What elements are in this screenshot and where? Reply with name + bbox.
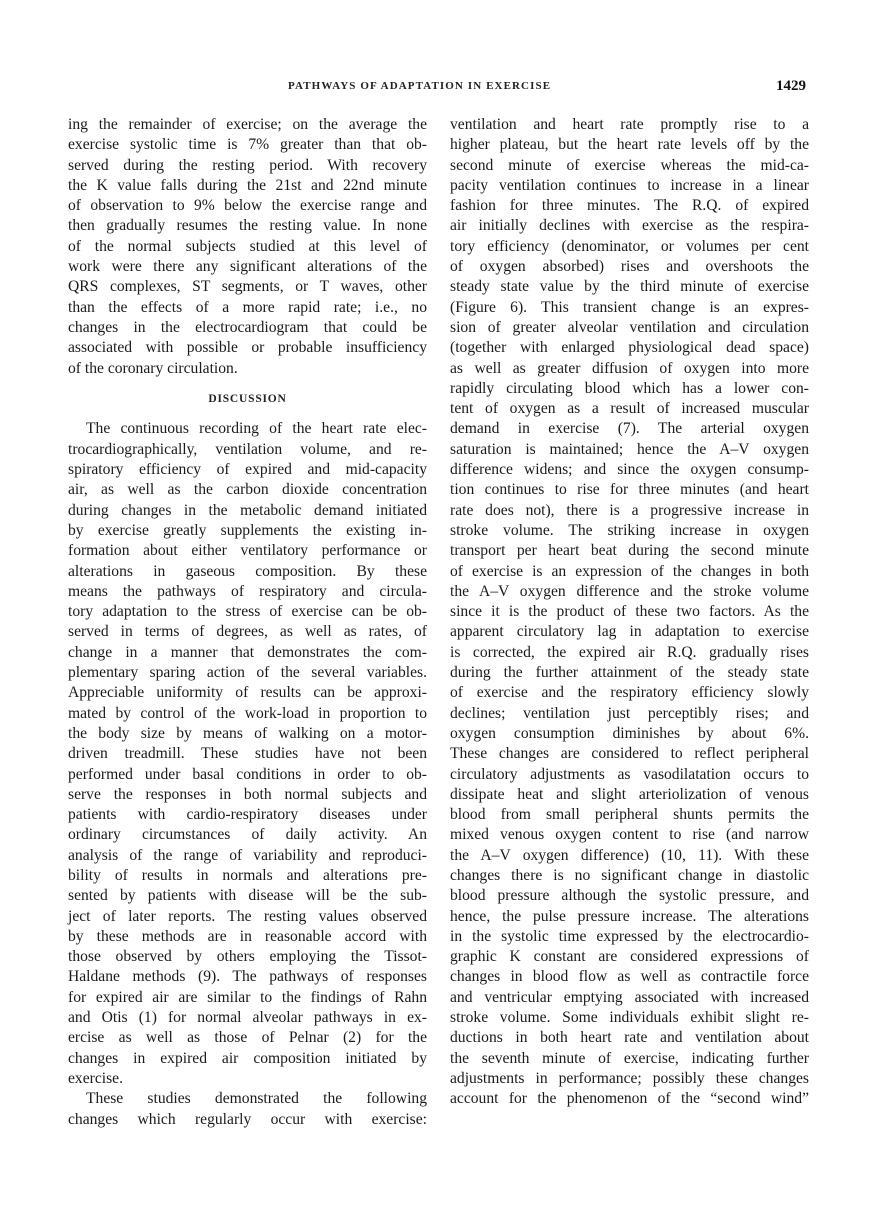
paragraph-ecg-results — [68, 115, 427, 379]
text-line: graphic K constant are considered expressions of — [450, 948, 809, 966]
text-line: during changes in the metabolic demand initiated — [68, 501, 427, 519]
text-line: ercise as well as those of Pelnar (2) for the — [68, 1029, 427, 1047]
text-line: in the systolic time expressed by the electrocardio- — [450, 927, 809, 945]
text-line: is corrected, the expired air R.Q. gradually rises — [450, 643, 809, 661]
page-number: 1429 — [776, 78, 806, 94]
text-line: tent of oxygen as a result of increased muscular — [450, 400, 809, 418]
paragraph-continued — [450, 115, 809, 1110]
text-line: air initially declines with exercise as the respira- — [450, 217, 809, 235]
text-line: driven treadmill. These studies have not been — [68, 745, 427, 763]
text-line: changes which regularly occur with exercise: — [68, 1110, 427, 1128]
text-line: means the pathways of respiratory and circula- — [68, 582, 427, 600]
text-line: mixed venous oxygen content to rise (and narrow — [450, 826, 809, 844]
text-line: since it is the product of these two factors. As the — [450, 603, 809, 621]
text-line: changes in expired air composition initiated by — [68, 1049, 427, 1067]
text-line: changes in blood flow as well as contractile force — [450, 968, 809, 986]
text-line: stroke volume. Some individuals exhibit slight re- — [450, 1009, 809, 1027]
text-line: (together with enlarged physiological dead space) — [450, 339, 809, 357]
text-line: tory efficiency (denominator, or volumes per cent — [450, 237, 809, 255]
text-line: oxygen consumption diminishes by about 6%. — [450, 724, 809, 742]
text-line: air, as well as the carbon dioxide concentration — [68, 481, 427, 499]
text-line: These studies demonstrated the following — [86, 1090, 427, 1108]
text-line: fashion for three minutes. The R.Q. of expired — [450, 197, 809, 215]
paragraph-discussion — [68, 419, 427, 1089]
text-line: difference widens; and since the oxygen consump- — [450, 461, 809, 479]
text-line: adjustments in performance; possibly these changes — [450, 1069, 809, 1087]
text-line: those observed by others employing the Tissot- — [68, 948, 427, 966]
text-line: steady state value by the third minute of exercise — [450, 278, 809, 296]
text-line: ventilation and heart rate promptly rise to a — [450, 116, 809, 133]
text-line: patients with cardio-respiratory diseases under — [68, 806, 427, 824]
text-line: performed under basal conditions in order to ob- — [68, 765, 427, 783]
text-line: the seventh minute of exercise, indicating further — [450, 1049, 809, 1067]
right-column — [450, 115, 809, 1110]
text-line: by these methods are in reasonable accord with — [68, 927, 427, 945]
text-line: of observation to 9% below the exercise range and — [68, 197, 427, 215]
paragraph-changes-intro — [68, 1089, 427, 1130]
text-line: ing the remainder of exercise; on the average the — [68, 116, 427, 133]
left-column — [68, 115, 427, 1130]
text-line: saturation is maintained; hence the A–V oxygen — [450, 440, 809, 458]
text-line: ject of later reports. The resting values observed — [68, 907, 427, 925]
text-line: formation about either ventilatory performance or — [68, 542, 427, 560]
text-line: work were there any significant alterations of the — [68, 258, 427, 276]
text-line: second minute of exercise whereas the mid-ca- — [450, 156, 809, 174]
text-line: served in terms of degrees, as well as rates, of — [68, 623, 427, 641]
text-line: changes there is no significant change in diastolic — [450, 866, 809, 884]
text-line: tory adaptation to the stress of exercise can be ob- — [68, 603, 427, 621]
text-line: rate does not), there is a progressive increase in — [450, 501, 809, 519]
text-line: of the normal subjects studied at this level of — [68, 237, 427, 255]
text-line: QRS complexes, ST segments, or T waves, other — [68, 278, 427, 296]
text-line: exercise. — [68, 1069, 123, 1087]
text-line: ductions in both heart rate and ventilation about — [450, 1029, 809, 1047]
text-line: The continuous recording of the heart rate elec- — [86, 420, 427, 438]
text-line: of exercise is an expression of the changes in both — [450, 562, 809, 580]
text-line: mated by control of the work-load in proportion to — [68, 704, 427, 722]
text-line: circulatory adjustments as vasodilatation occurs to — [450, 765, 809, 783]
text-line: during the further attainment of the steady state — [450, 664, 809, 682]
text-line: (Figure 6). This transient change is an expres- — [450, 298, 809, 316]
text-line: account for the phenomenon of the “second wind” — [450, 1090, 809, 1108]
text-line: pacity ventilation continues to increase in a linear — [450, 176, 809, 194]
text-line: for expired air are similar to the findings of Rahn — [68, 988, 427, 1006]
text-line: change in a manner that demonstrates the com- — [68, 643, 427, 661]
text-line: trocardiographically, ventilation volume, and re- — [68, 440, 427, 458]
text-line: rapidly circulating blood which has a lower con- — [450, 379, 809, 397]
text-line: These changes are considered to reflect peripheral — [450, 745, 809, 763]
text-line: then gradually resumes the resting value. In none — [68, 217, 427, 235]
text-line: associated with possible or probable insufficiency — [68, 339, 427, 357]
text-line: spiratory efficiency of expired and mid-capacity — [68, 461, 427, 479]
text-line: plementary sparing action of the several variables. — [68, 664, 427, 682]
text-line: apparent circulatory lag in adaptation to exercise — [450, 623, 809, 641]
text-line: blood from small peripheral shunts permits the — [450, 806, 809, 824]
text-line: of the coronary circulation. — [68, 359, 238, 377]
text-line: declines; ventilation just perceptibly rises; and — [450, 704, 809, 722]
text-line: blood pressure although the systolic pressure, and — [450, 887, 809, 905]
text-line: Appreciable uniformity of results can be approxi- — [68, 684, 427, 702]
text-line: the A–V oxygen difference and the stroke volume — [450, 582, 809, 600]
text-line: Haldane methods (9). The pathways of responses — [68, 968, 427, 986]
text-line: demand in exercise (7). The arterial oxygen — [450, 420, 809, 438]
text-line: higher plateau, but the heart rate levels off by the — [450, 136, 809, 154]
text-line: of exercise and the respiratory efficiency slowly — [450, 684, 809, 702]
text-line: serve the responses in both normal subjects and — [68, 785, 427, 803]
text-line: bility of results in normals and alterations pre- — [68, 866, 427, 884]
text-line: by exercise greatly supplements the existing in- — [68, 521, 427, 539]
text-line: exercise systolic time is 7% greater than that ob- — [68, 136, 427, 154]
text-line: alterations in gaseous composition. By these — [68, 562, 427, 580]
text-line: transport per heart beat during the second minute — [450, 542, 809, 560]
text-line: tion continues to rise for three minutes (and heart — [450, 481, 809, 499]
text-line: stroke volume. The striking increase in oxygen — [450, 521, 809, 539]
text-line: served during the resting period. With recovery — [68, 156, 427, 174]
text-line: and Otis (1) for normal alveolar pathways in ex- — [68, 1009, 427, 1027]
page-header — [0, 78, 880, 98]
text-line: and ventricular emptying associated with increased — [450, 988, 809, 1006]
text-line: as well as greater diffusion of oxygen into more — [450, 359, 809, 377]
text-line: dissipate heat and slight arteriolization of venous — [450, 785, 809, 803]
text-line: sented by patients with disease will be the sub- — [68, 887, 427, 905]
text-line: the A–V oxygen difference) (10, 11). With these — [450, 846, 809, 864]
running-title: PATHWAYS OF ADAPTATION IN EXERCISE — [288, 80, 552, 92]
text-line: ordinary circumstances of daily activity. An — [68, 826, 427, 844]
text-line: changes in the electrocardiogram that could be — [68, 318, 427, 336]
text-line: the K value falls during the 21st and 22nd minute — [68, 176, 427, 194]
text-line: than the effects of a more rapid rate; i.e., no — [68, 298, 427, 316]
text-line: the body size by means of walking on a motor- — [68, 724, 427, 742]
text-line: sion of greater alveolar ventilation and circulation — [450, 318, 809, 336]
text-line: of oxygen absorbed) rises and overshoots the — [450, 258, 809, 276]
text-line: hence, the pulse pressure increase. The alterations — [450, 907, 809, 925]
text-line: analysis of the range of variability and reproduci- — [68, 846, 427, 864]
section-heading-discussion: DISCUSSION — [208, 392, 287, 405]
